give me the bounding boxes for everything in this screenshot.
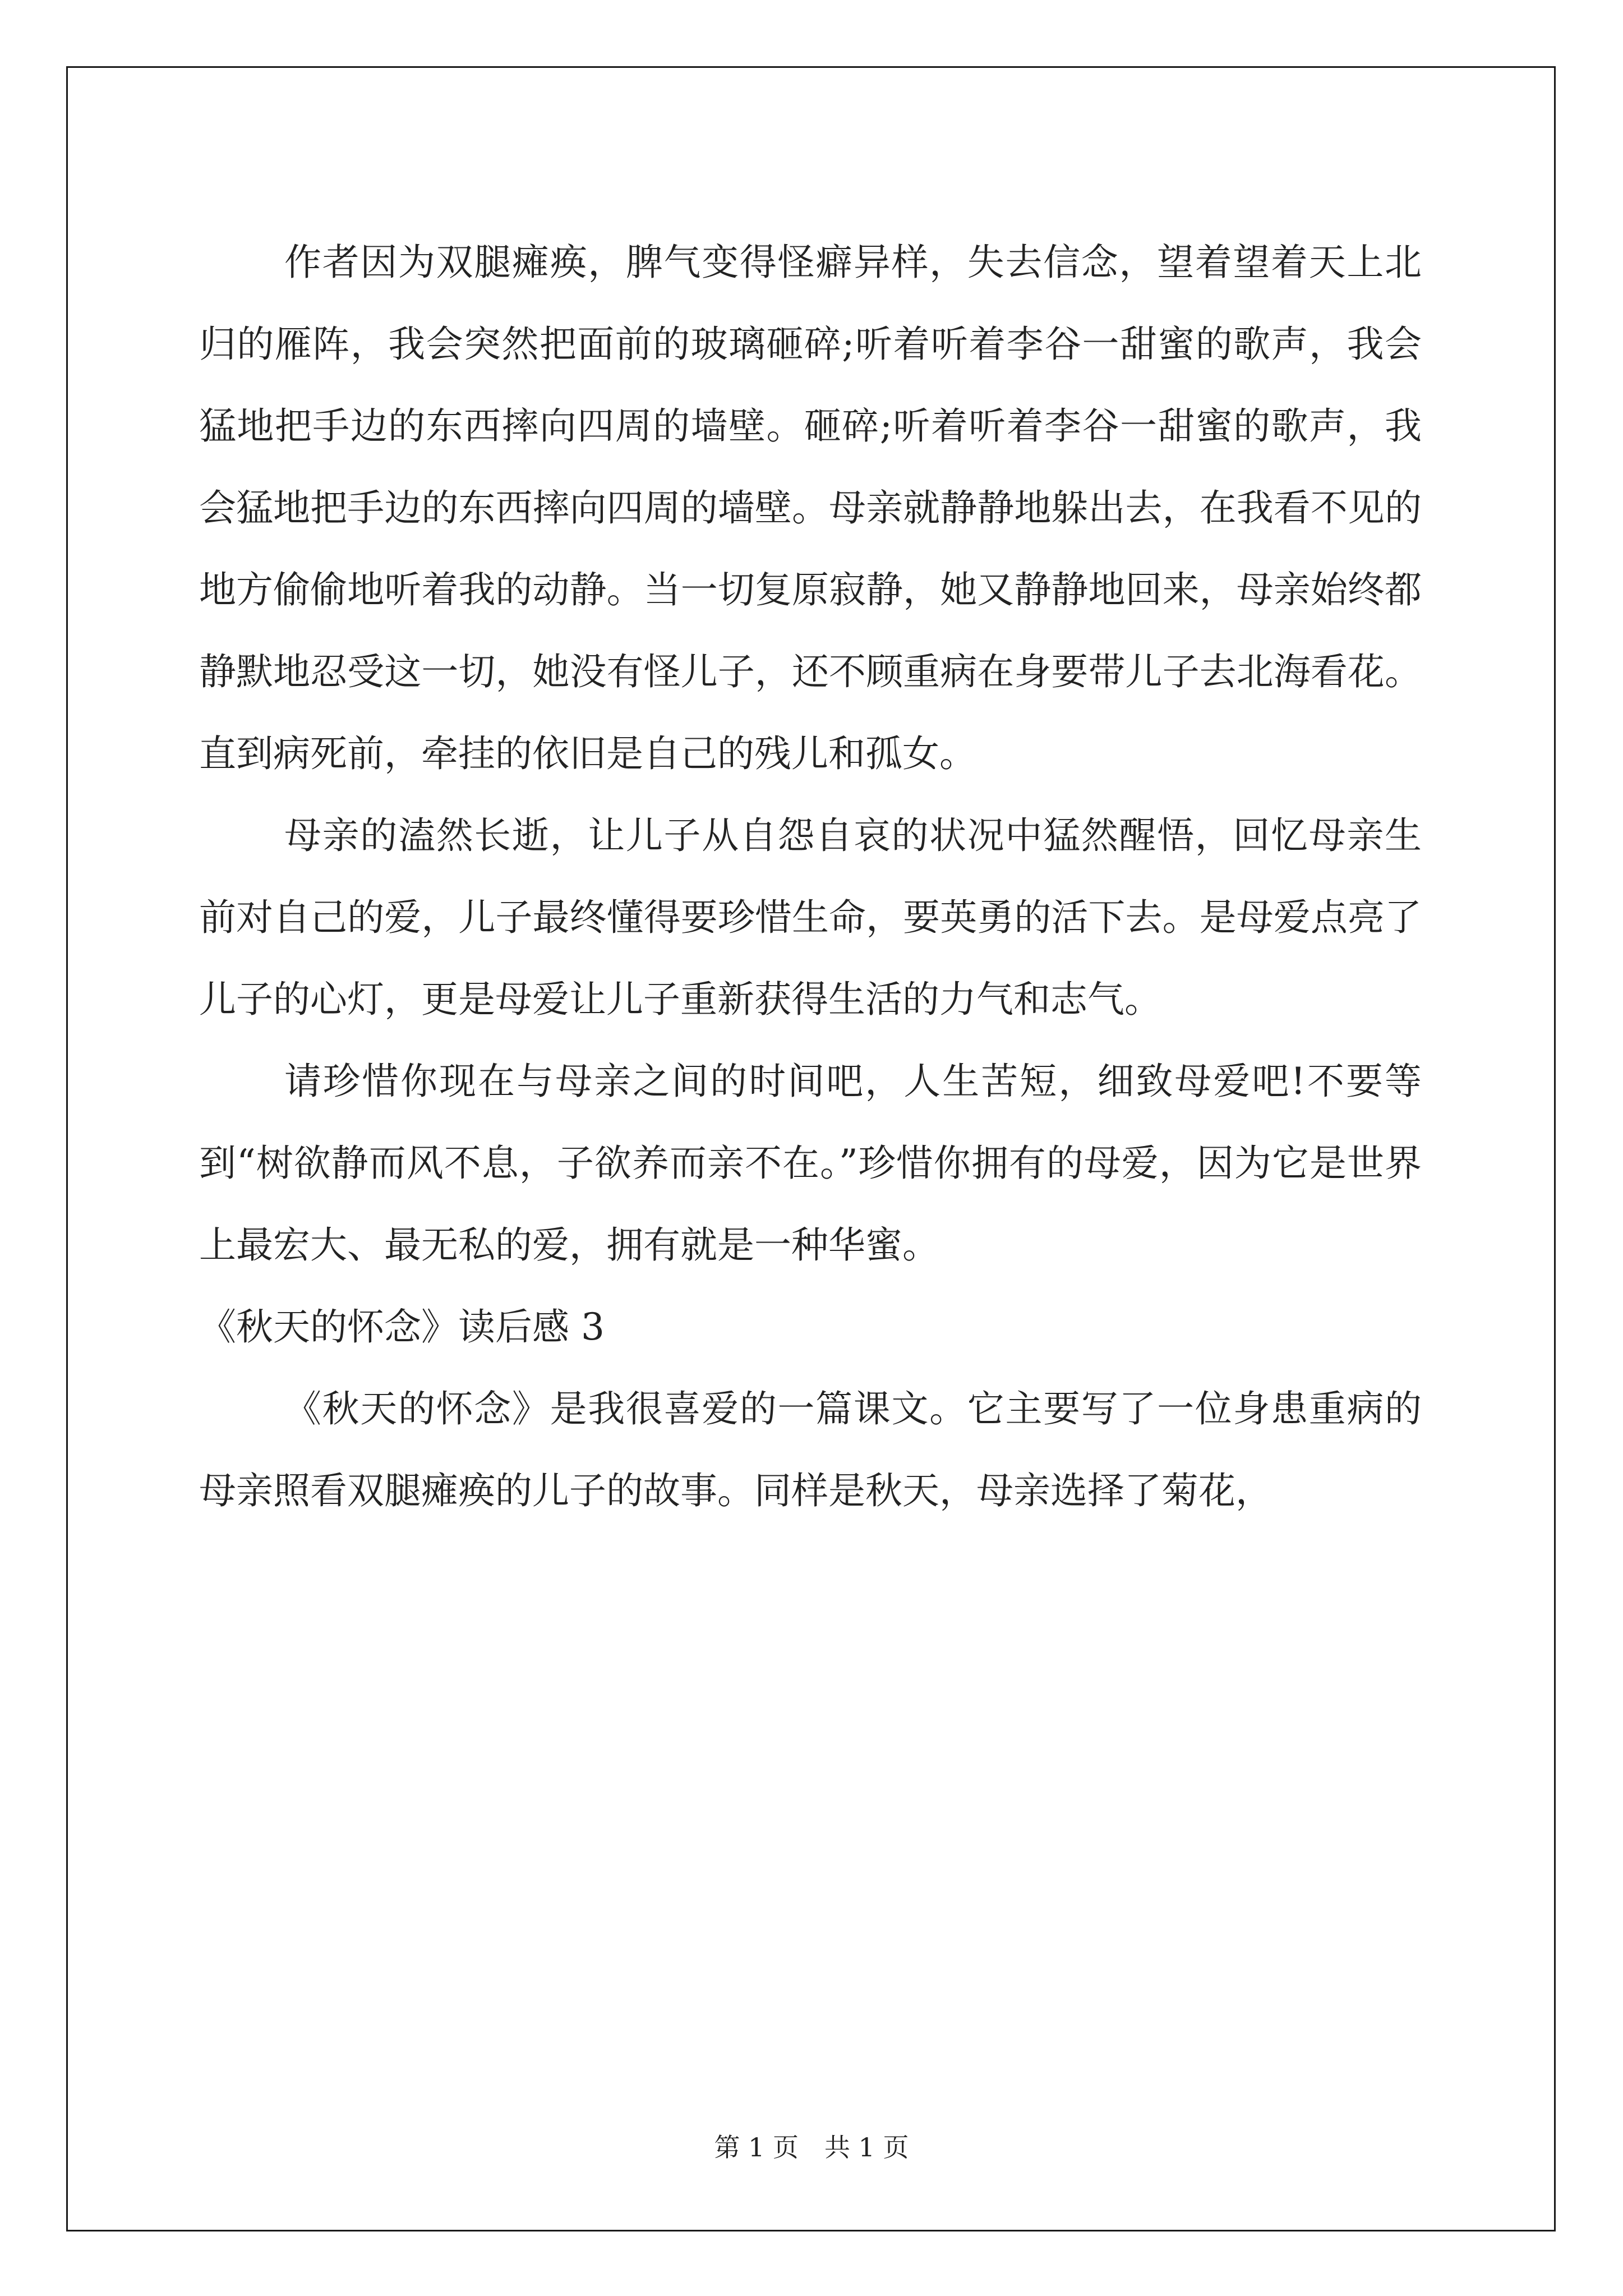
page-number: 第 1 页: [714, 2132, 799, 2162]
document-body: [199, 222, 1422, 1532]
paragraph-2: 母亲的溘然长逝，让儿子从自怨自哀的状况中猛然醒悟，回忆母亲生前对自己的爱，儿子最终懂得要珍惜生命，要英勇的活下去。是母爱点亮了儿子的心灯，更是母爱让儿子重新获得生活的力气和志气。: [199, 814, 1422, 1021]
section-title: 《秋天的怀念》读后感 3: [199, 1305, 605, 1349]
page-total: 共 1 页: [824, 2132, 909, 2162]
paragraph-3: 请珍惜你现在与母亲之间的时间吧，人生苦短，细致母爱吧!不要等到“树欲静而风不息，子欲养而亲不在。”珍惜你拥有的母爱，因为它是世界上最宏大、最无私的爱，拥有就是一种华蜜。: [199, 1060, 1422, 1267]
paragraph-1: 作者因为双腿瘫痪，脾气变得怪癖异样，失去信念，望着望着天上北归的雁阵，我会突然把面前的玻璃砸碎;听着听着李谷一甜蜜的歌声，我会猛地把手边的东西摔向四周的墙壁。砸碎;听着听着李谷一甜蜜的歌声，我会猛地把手边的东西摔向四周的墙壁。母亲就静静地躲出去，在我看不见的地方偷偷地听着我的动静。当一切复原寂静，她又静静地回来，母亲始终都静默地忍受这一切，她没有怪儿子，还不顾重病在身要带儿子去北海看花。直到病死前，牵挂的依旧是自己的残儿和孤女。: [199, 241, 1422, 775]
section-paragraph: 《秋天的怀念》是我很喜爱的一篇课文。它主要写了一位身患重病的母亲照看双腿瘫痪的儿子的故事。同样是秋天，母亲选择了菊花，: [199, 1387, 1422, 1512]
page-footer: [0, 2127, 1623, 2164]
